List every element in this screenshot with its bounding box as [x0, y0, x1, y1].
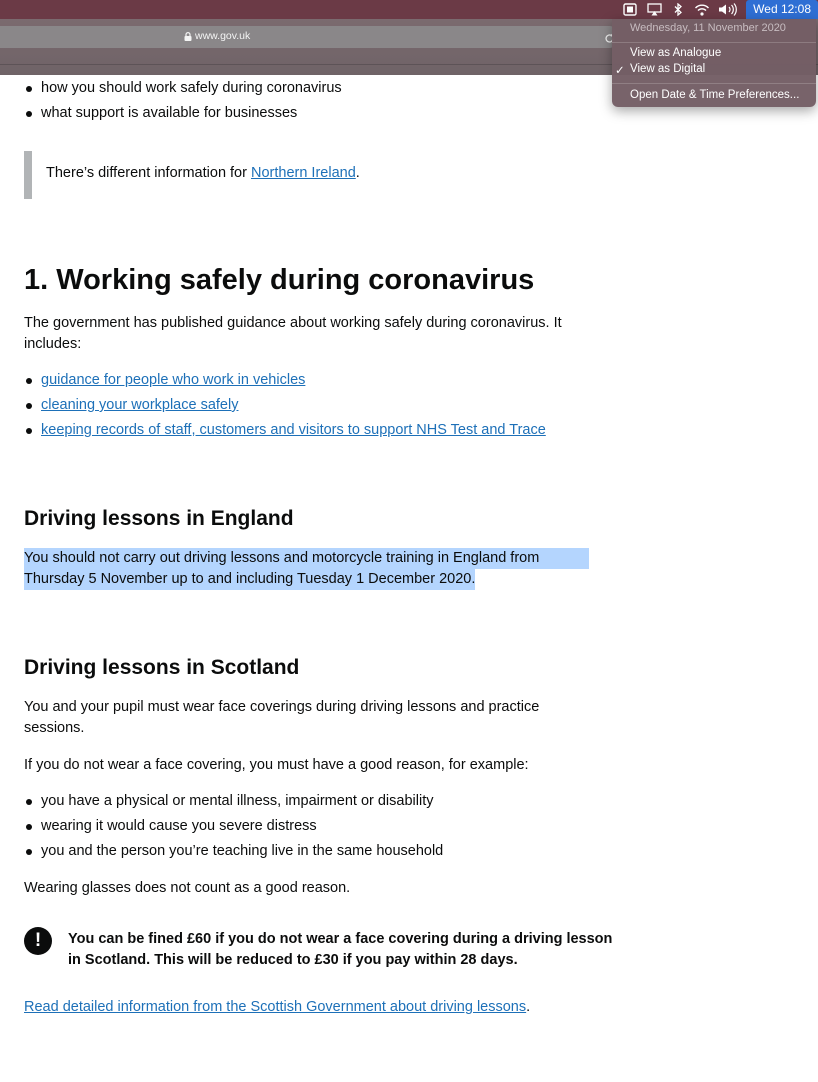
warning-icon: !	[24, 927, 52, 955]
bullet-dot	[26, 111, 32, 117]
sidecar-icon[interactable]	[622, 3, 638, 17]
inset-text	[46, 163, 360, 184]
section-heading-working-safely: 1. Working safely during coronavirus	[24, 264, 535, 296]
final-paragraph	[24, 997, 530, 1018]
menu-item-label: View as Analogue	[630, 47, 722, 59]
bullet-dot	[26, 799, 32, 805]
bullet-dot	[26, 403, 32, 409]
bullet-dot	[26, 378, 32, 384]
address-bar[interactable]	[0, 26, 615, 48]
airplay-icon[interactable]	[646, 3, 662, 17]
section1-intro-line2: includes:	[24, 336, 82, 352]
link-scottish-government[interactable]: Read detailed information from the Scottish Government about driving lessons	[24, 999, 527, 1015]
list-item: how you should work safely during coronavirus	[41, 80, 342, 96]
volume-icon[interactable]	[718, 3, 738, 17]
menu-clock[interactable]: Wed 12:08	[746, 0, 818, 19]
scotland-para3: Wearing glasses does not count as a good reason.	[24, 880, 351, 896]
url-text: www.gov.uk	[195, 30, 251, 42]
heading-driving-england: Driving lessons in England	[24, 507, 294, 530]
scotland-para1-line1: You and your pupil must wear face coverings during driving lessons and practice	[24, 699, 540, 715]
heading-driving-scotland: Driving lessons in Scotland	[24, 656, 300, 679]
menu-separator	[612, 83, 816, 84]
bullet-dot	[26, 86, 32, 92]
menu-item-view-analogue[interactable]	[630, 47, 721, 59]
scotland-para1-line2: sessions.	[24, 720, 85, 736]
bullet-dot	[26, 824, 32, 830]
warning-text-line2: in Scotland. This will be reduced to £30 if you pay within 28 days.	[68, 952, 518, 968]
status-area	[622, 0, 818, 19]
link-cleaning-workplace[interactable]: cleaning your workplace safely	[41, 397, 239, 413]
bullet-dot	[26, 849, 32, 855]
menu-item-label: Open Date & Time Preferences...	[630, 89, 800, 101]
link-keeping-records[interactable]: keeping records of staff, customers and visitors to support NHS Test and Trace	[41, 422, 546, 438]
menu-item-open-preferences[interactable]	[630, 89, 799, 101]
list-item: wearing it would cause you severe distress	[41, 818, 317, 834]
menu-item-view-digital[interactable]	[615, 63, 706, 77]
list-item: you and the person you’re teaching live in the same household	[41, 843, 444, 859]
inset-border	[24, 151, 32, 199]
url-display	[184, 30, 250, 42]
clock-dropdown-menu	[612, 19, 816, 107]
bluetooth-icon[interactable]	[670, 3, 686, 17]
list-item: what support is available for businesses	[41, 105, 298, 121]
lock-icon	[184, 32, 192, 41]
warning-text-line1: You can be fined £60 if you do not wear a face covering during a driving lesson	[68, 931, 613, 947]
scotland-para2: If you do not wear a face covering, you must have a good reason, for example:	[24, 757, 529, 773]
link-guidance-vehicles[interactable]: guidance for people who work in vehicles	[41, 372, 306, 388]
northern-ireland-link[interactable]: Northern Ireland	[250, 165, 356, 181]
checkmark-icon: ✓	[615, 65, 625, 77]
list-item: you have a physical or mental illness, impairment or disability	[41, 793, 434, 809]
menu-bar	[0, 0, 818, 19]
inset-suffix: .	[355, 165, 360, 181]
england-text-line1: You should not carry out driving lessons and motorcycle training in England from	[24, 548, 589, 569]
bullet-dot	[26, 428, 32, 434]
final-suffix: .	[526, 999, 531, 1015]
clock-menu-date: Wednesday, 11 November 2020	[630, 22, 786, 34]
wifi-icon[interactable]	[694, 3, 710, 17]
england-text-line2: Thursday 5 November up to and including Tuesday 1 December 2020.	[24, 569, 475, 590]
menu-separator	[612, 42, 816, 43]
section1-intro-line1: The government has published guidance about working safely during coronavirus. It	[24, 315, 562, 331]
inset-prefix: There’s different information for	[46, 165, 251, 181]
menu-item-label: View as Digital	[630, 63, 706, 75]
